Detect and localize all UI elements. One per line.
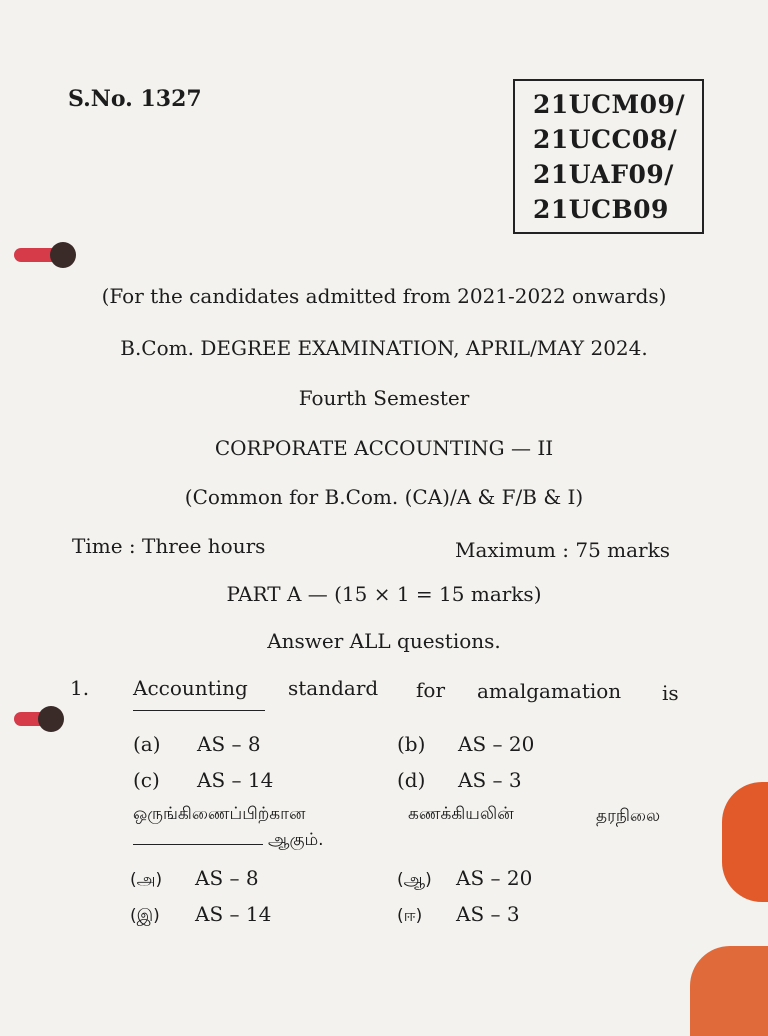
option-label: (c)	[133, 768, 160, 792]
finger-top	[722, 782, 768, 902]
exam-time: Time : Three hours	[72, 534, 266, 558]
question-word: for	[416, 678, 446, 702]
question-word: amalgamation	[477, 679, 622, 703]
serial-number: S.No. 1327	[68, 86, 202, 112]
question-word: Accounting	[133, 676, 248, 700]
tamil-option-text: AS – 3	[456, 902, 520, 926]
common-for: (Common for B.Com. (CA)/A & F/B & I)	[184, 485, 584, 509]
option-text: AS – 14	[197, 768, 274, 792]
question-word: standard	[288, 676, 379, 700]
option-text: AS – 20	[458, 732, 535, 756]
exam-name: B.Com. DEGREE EXAMINATION, APRIL/MAY 2024.	[120, 336, 648, 360]
admission-note: (For the candidates admitted from 2021-2022 onwards)	[101, 284, 667, 308]
paper-code: 21UCB09	[533, 195, 669, 224]
answer-blank	[133, 710, 265, 711]
option-label: (d)	[397, 768, 426, 792]
question-number: 1.	[70, 676, 90, 700]
tamil-option-label: (ஈ)	[397, 906, 423, 926]
subject-title: CORPORATE ACCOUNTING — II	[214, 436, 554, 460]
tamil-option-text: AS – 20	[456, 866, 533, 890]
tamil-question-word: கணக்கியலின்	[408, 804, 514, 824]
tamil-question-end: ஆகும்.	[268, 830, 324, 850]
paper-code: 21UCM09/	[533, 90, 686, 119]
part-instruction: Answer ALL questions.	[267, 629, 501, 653]
paper-code-box	[513, 79, 704, 234]
option-label: (a)	[133, 732, 161, 756]
option-text: AS – 8	[197, 732, 261, 756]
tamil-option-label: (அ)	[130, 870, 163, 890]
binding-knot-bottom	[38, 706, 64, 732]
finger-bottom	[690, 946, 768, 1036]
tamil-option-text: AS – 8	[195, 866, 259, 890]
semester: Fourth Semester	[298, 386, 470, 410]
tamil-option-label: (ஆ)	[397, 870, 432, 890]
tamil-option-text: AS – 14	[195, 902, 272, 926]
tamil-question-word: தரநிலை	[596, 806, 661, 826]
tamil-option-label: (இ)	[130, 906, 160, 926]
question-word: is	[662, 681, 679, 705]
option-text: AS – 3	[458, 768, 522, 792]
paper-code: 21UAF09/	[533, 160, 674, 189]
option-label: (b)	[397, 732, 426, 756]
tamil-question-word: ஒருங்கிணைப்பிற்கான	[133, 804, 306, 824]
tamil-answer-blank	[133, 844, 263, 845]
paper-code: 21UCC08/	[533, 125, 678, 154]
max-marks: Maximum : 75 marks	[455, 538, 670, 562]
part-title: PART A — (15 × 1 = 15 marks)	[226, 582, 542, 606]
binding-knot-top	[50, 242, 76, 268]
